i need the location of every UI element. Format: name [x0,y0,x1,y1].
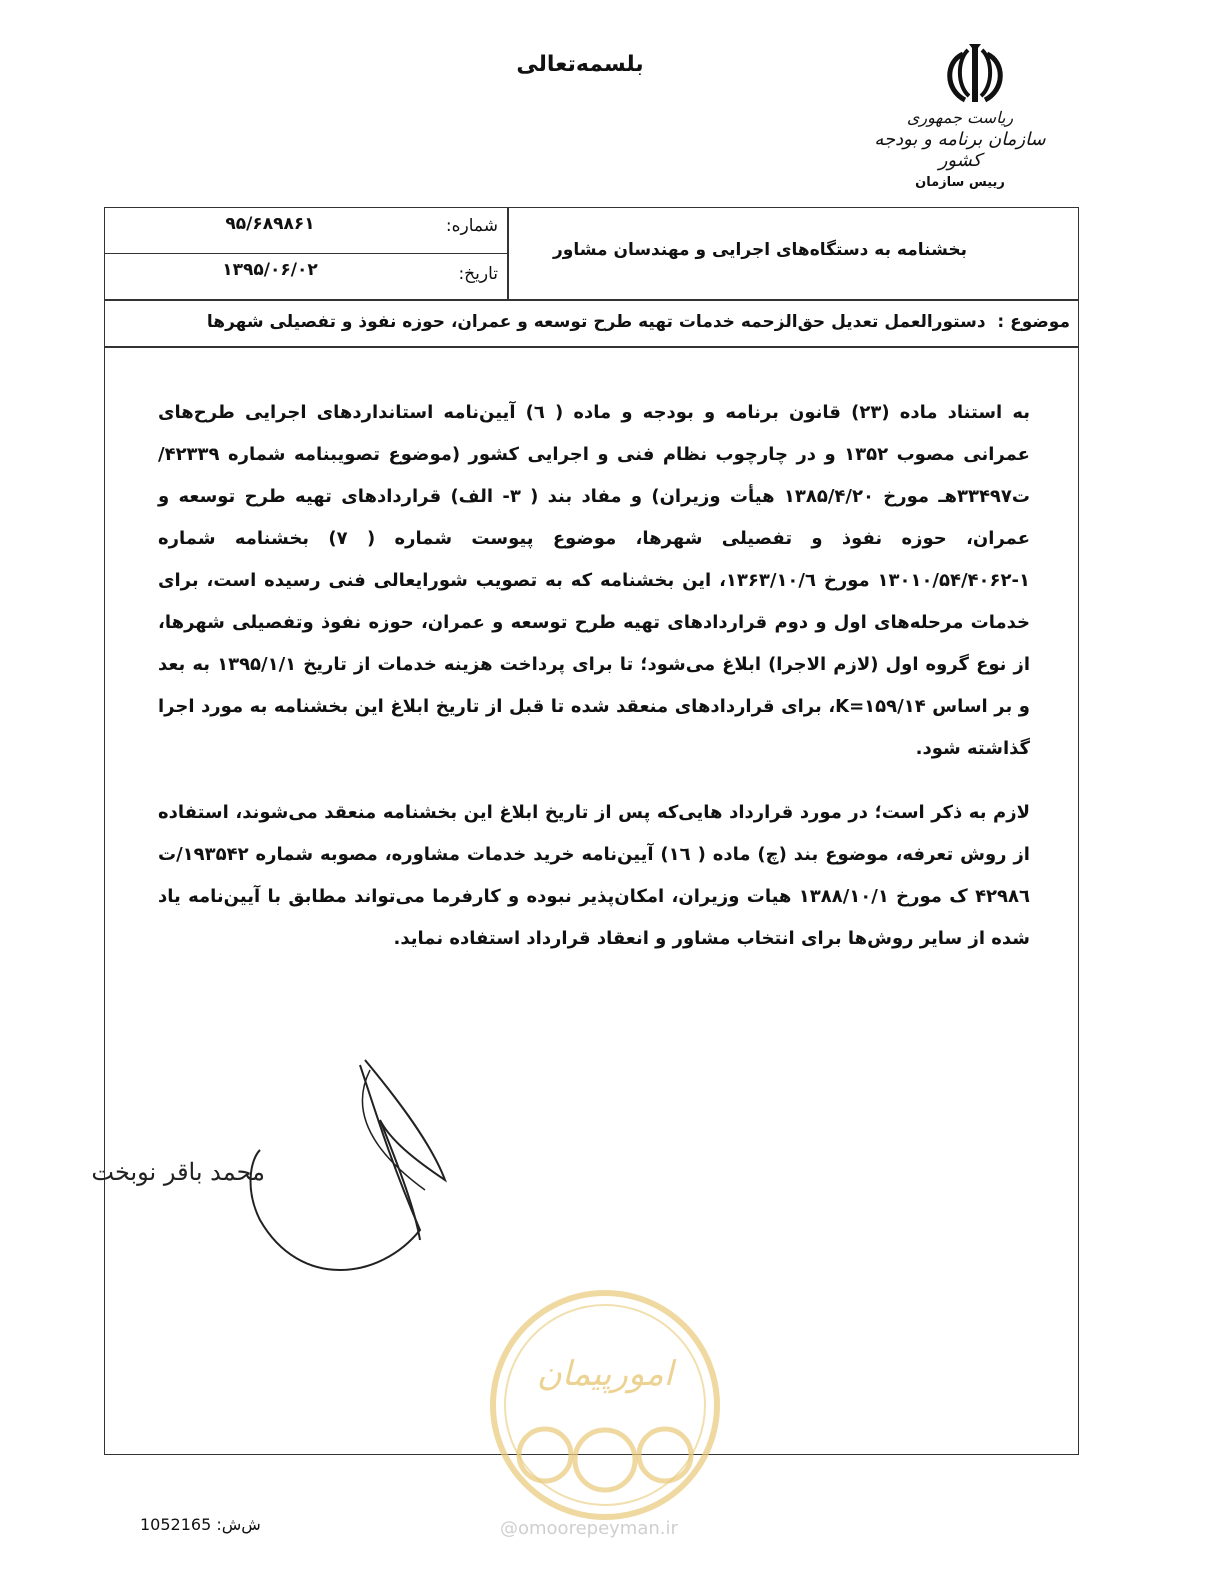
handwritten-signature [91,1050,470,1290]
signature-name: محمد باقر نوبخت [91,1158,265,1186]
date-value: ۱۳۹۵/۰۶/۰۲ [222,260,318,280]
watermark-seal-icon [485,1285,725,1525]
addressee: بخشنامه به دستگاه‌های اجرایی و مهندسان مشاور [552,240,968,260]
watermark-url: @omoorepeyman.ir [500,1518,678,1539]
iran-emblem-icon [935,40,1015,108]
number-label: شماره: [445,216,498,236]
bismillah-heading: بلسمه‌تعالی [516,52,644,77]
subject-line: موضوع : دستورالعمل تعدیل حق‌الزحمه خدمات تهیه طرح توسعه و عمران، حوزه نفوذ و تفصیلی شهرها [206,312,1070,332]
serial-value: 1052165 [140,1515,212,1534]
body-paragraph-1: به استناد ماده (۲۳) قانون برنامه و بودجه و ماده ( ٦) آیین‌نامه استانداردهای اجرایی طرح‌های عمرانی مصوب ۱۳۵۲ و در چارچوب نظام فنی و اجرایی کشور (موضوع تصویبنامه شماره ۴۲۳۳۹/ت۳۳۴۹۷هـ مورخ ۱۳۸۵/۴/۲۰ هیأت وزیران) و مفاد بند ( ۳- الف) قراردادهای تهیه طرح توسعه و عمران، حوزه نفوذ و تفصیلی شهرها، موضوع پیوست شماره ( ۷) بخشنامه شماره ۱-۱۳۰۱۰/۵۴/۴۰۶۲ مورخ ۱۳۶۳/۱۰/٦، این بخشنامه که به تصویب شورایعالی فنی رسیده است، برای خدمات مرحله‌های اول و دوم قراردادهای تهیه طرح توسعه و عمران، حوزه نفوذ وتفصیلی شهرها، از نوع گروه اول (لازم الاجرا) ابلاغ می‌شود؛ تا برای پرداخت هزینه خدمات از تاریخ ۱۳۹۵/۱/۱ به بعد و بر اساس K=۱۵۹/۱۴، برای قراردادهای منعقد شده تا قبل از تاریخ ابلاغ این بخشنامه به مورد اجرا گذاشته شود. [158,402,1031,759]
org-line-presidency: ریاست جمهوری [906,108,1014,127]
body-paragraph-2: لازم به ذکر است؛ در مورد قرارداد هایی‌که پس از تاریخ ابلاغ این بخشنامه منعقد می‌شوند، استفاده از روش تعرفه، موضوع بند (چ) ماده ( ۱٦) آیین‌نامه خرید خدمات مشاوره، مصوبه شماره ۱۹۳۵۴۲/ت ۴۲۹۸٦ ک مورخ ۱۳۸۸/۱۰/۱ هیات وزیران، امکان‌پذیر نبوده و کارفرما می‌تواند مطابق با آیین‌نامه یاد شده از سایر روش‌ها برای انتخاب مشاور و انعقاد قرارداد استفاده نماید. [158,802,1030,949]
serial-number [140,1515,261,1534]
number-value: ۹۵/۶۸۹۸۶۱ [225,214,315,234]
organization-block [860,108,1060,190]
meta-divider [104,253,508,254]
meta-column-divider [507,207,509,300]
org-line-name: سازمان برنامه و بودجه کشور [874,129,1046,171]
header-divider [104,299,1079,301]
serial-label: ش‌ش: [216,1515,261,1534]
subject-divider [104,346,1079,348]
date-label: تاریخ: [458,264,498,284]
org-line-title: رییس سازمان [915,175,1005,190]
seal-text: امورپیمان [536,1354,674,1394]
letter-body [158,392,1030,982]
